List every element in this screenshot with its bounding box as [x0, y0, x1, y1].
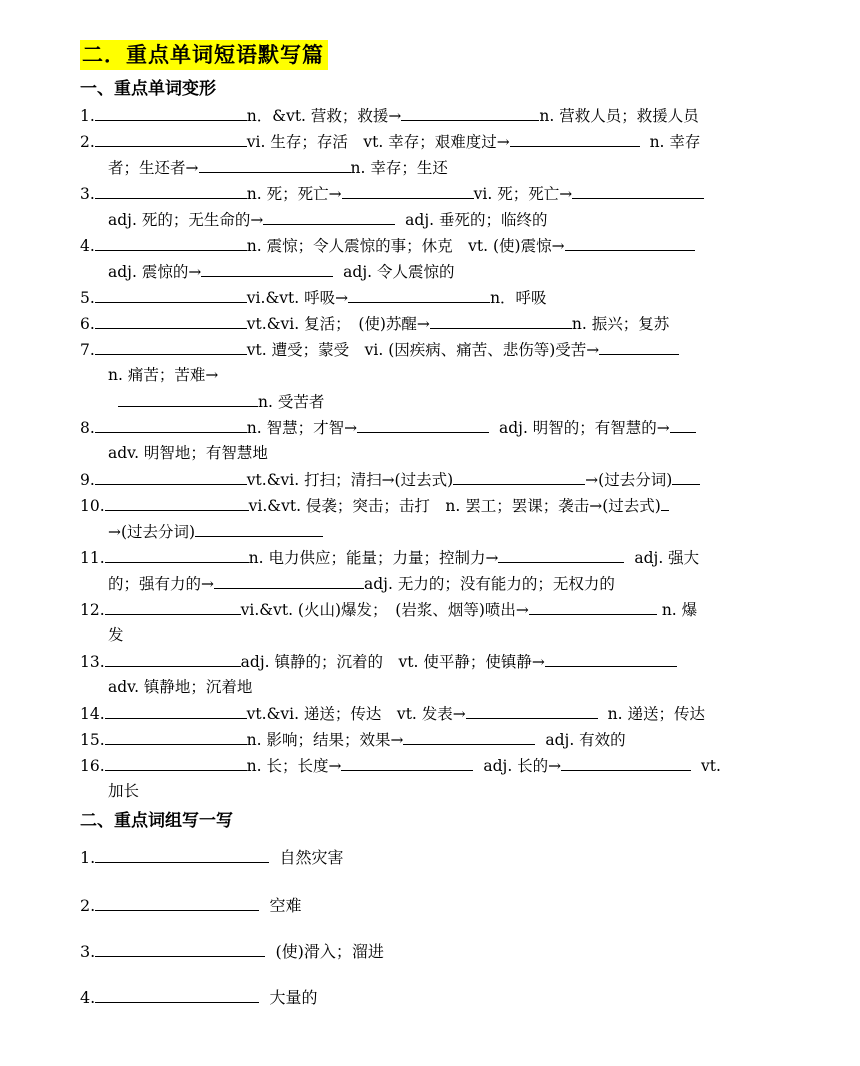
answer-blank[interactable]	[95, 468, 247, 485]
item-12: 12. vi.&vt. (火山)爆发； (岩浆、烟等)喷出→ n. 爆	[80, 598, 785, 621]
item-11-cont: 的；强有力的→ adj. 无力的；没有能力的；无权力的	[108, 572, 785, 595]
answer-blank[interactable]	[95, 286, 247, 303]
item-7-cont2: n. 受苦者	[118, 390, 823, 413]
item-13: 13. adj. 镇静的；沉着的 vt. 使平静；使镇静→	[80, 650, 785, 673]
item-11: 11. n. 电力供应；能量；力量；控制力→ adj. 强大	[80, 546, 785, 569]
item-4: 4. n. 震惊；令人震惊的事；休克 vt. (使)震惊→	[80, 234, 785, 257]
answer-blank[interactable]	[498, 546, 624, 563]
item-10: 10. vi.&vt. 侵袭；突击；击打 n. 罢工；罢课；袭击→(过去式)	[80, 494, 785, 517]
section1-heading: 一、重点单词变形	[80, 79, 216, 99]
answer-blank[interactable]	[95, 986, 259, 1003]
item-14: 14. vt.&vi. 递送；传达 vt. 发表→ n. 递送；传达	[80, 702, 785, 725]
answer-blank[interactable]	[430, 312, 572, 329]
phrase-item-1: 1. 自然灾害	[80, 848, 344, 867]
phrase-item-3: 3. (使)滑入；溜进	[80, 942, 384, 961]
answer-blank[interactable]	[95, 104, 247, 121]
answer-blank[interactable]	[201, 260, 333, 277]
answer-blank[interactable]	[199, 156, 351, 173]
section2-heading: 二、重点词组写一写	[80, 811, 233, 831]
item-12-cont: 发	[108, 626, 124, 644]
answer-blank[interactable]	[195, 520, 323, 537]
answer-blank[interactable]	[348, 286, 490, 303]
page-title: 二．重点单词短语默写篇	[80, 40, 328, 70]
answer-blank[interactable]	[214, 572, 364, 589]
answer-blank[interactable]	[105, 598, 241, 615]
answer-blank[interactable]	[565, 234, 695, 251]
answer-blank[interactable]	[105, 650, 241, 667]
answer-blank[interactable]	[105, 728, 247, 745]
answer-blank[interactable]	[561, 754, 691, 771]
answer-blank[interactable]	[341, 754, 473, 771]
answer-blank[interactable]	[105, 494, 249, 511]
answer-blank[interactable]	[95, 940, 265, 957]
answer-blank[interactable]	[105, 702, 247, 719]
phrase-item-4: 4. 大量的	[80, 988, 318, 1007]
item-10-cont: →(过去分词)	[108, 520, 785, 543]
answer-blank[interactable]	[342, 182, 474, 199]
answer-blank[interactable]	[453, 468, 585, 485]
answer-blank[interactable]	[545, 650, 677, 667]
answer-blank[interactable]	[599, 338, 679, 355]
answer-blank[interactable]	[95, 182, 247, 199]
item-4-cont: adj. 震惊的→ adj. 令人震惊的	[108, 260, 785, 283]
answer-blank[interactable]	[263, 208, 395, 225]
answer-blank[interactable]	[403, 728, 535, 745]
answer-blank[interactable]	[95, 846, 269, 863]
phrase-item-2: 2. 空难	[80, 896, 302, 915]
item-16-cont: 加长	[108, 782, 140, 800]
item-3-cont: adj. 死的；无生命的→ adj. 垂死的；临终的	[108, 208, 785, 231]
answer-blank[interactable]	[118, 390, 258, 407]
item-9: 9. vt.&vi. 打扫；清扫→(过去式) →(过去分词)	[80, 468, 785, 491]
item-15: 15. n. 影响；结果；效果→ adj. 有效的	[80, 728, 785, 751]
item-1: 1. n．&vt. 营救；救援→ n. 营救人员；救援人员	[80, 104, 785, 127]
item-3: 3. n. 死；死亡→ vi. 死；死亡→	[80, 182, 785, 205]
answer-blank[interactable]	[670, 416, 696, 433]
item-13-cont: adv. 镇静地；沉着地	[108, 678, 253, 696]
answer-blank[interactable]	[357, 416, 489, 433]
answer-blank[interactable]	[672, 468, 700, 485]
item-5: 5. vi.&vt. 呼吸→ n．呼吸	[80, 286, 785, 309]
answer-blank[interactable]	[95, 894, 259, 911]
answer-blank[interactable]	[105, 546, 249, 563]
answer-blank[interactable]	[510, 130, 640, 147]
title-wrap	[80, 40, 328, 70]
answer-blank[interactable]	[95, 130, 247, 147]
answer-blank[interactable]	[529, 598, 657, 615]
item-2: 2. vi. 生存；存活 vt. 幸存；艰难度过→ n. 幸存	[80, 130, 785, 153]
answer-blank[interactable]	[401, 104, 539, 121]
answer-blank[interactable]	[95, 234, 247, 251]
item-16: 16. n. 长；长度→ adj. 长的→ vt.	[80, 754, 785, 777]
item-7-cont: n. 痛苦；苦难→	[108, 366, 219, 384]
item-8-cont: adv. 明智地；有智慧地	[108, 444, 268, 462]
answer-blank[interactable]	[572, 182, 704, 199]
answer-blank[interactable]	[95, 312, 247, 329]
answer-blank[interactable]	[95, 338, 247, 355]
answer-blank[interactable]	[105, 754, 247, 771]
item-6: 6. vt.&vi. 复活； (使)苏醒→ n. 振兴；复苏	[80, 312, 785, 335]
item-7: 7. vt. 遭受；蒙受 vi. (因疾病、痛苦、悲伤等)受苦→	[80, 338, 785, 361]
item-8: 8. n. 智慧；才智→ adj. 明智的；有智慧的→	[80, 416, 785, 439]
answer-blank[interactable]	[661, 494, 669, 511]
answer-blank[interactable]	[466, 702, 598, 719]
item-2-cont: 者；生还者→ n. 幸存；生还	[108, 156, 785, 179]
answer-blank[interactable]	[95, 416, 247, 433]
